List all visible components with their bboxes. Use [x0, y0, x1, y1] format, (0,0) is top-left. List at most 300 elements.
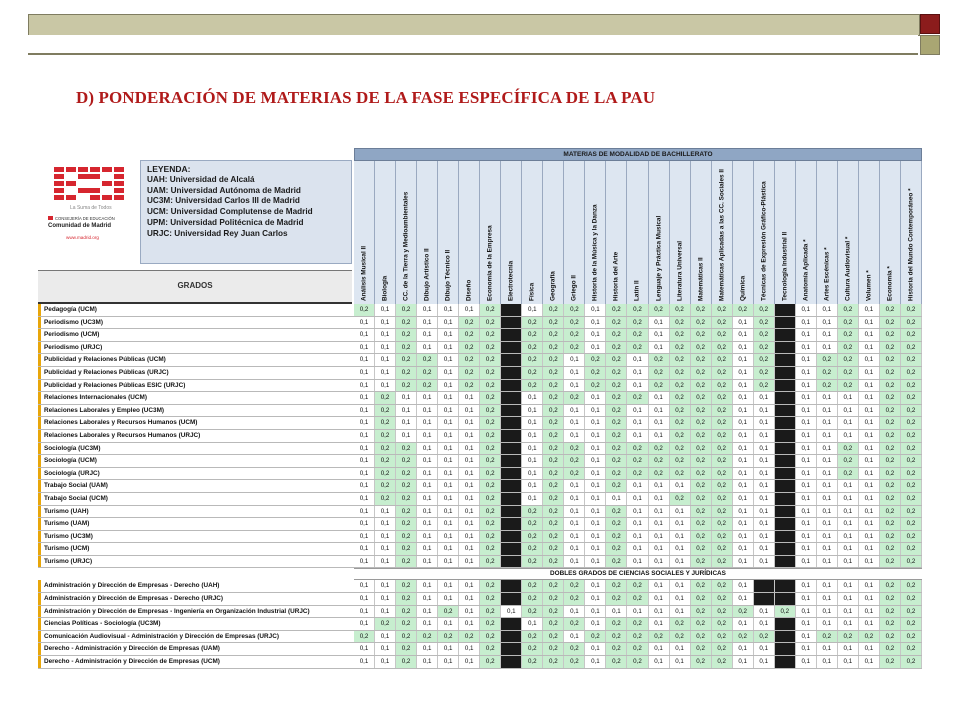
table-cell: 0,1: [522, 443, 543, 455]
table-cell: 0,1: [564, 556, 585, 568]
table-cell: 0,2: [712, 417, 733, 429]
column-header-label: Literatura Universal: [676, 240, 684, 301]
page-title: D) PONDERACIÓN DE MATERIAS DE LA FASE ESPECÍFICA DE LA PAU: [76, 88, 656, 107]
table-cell: [501, 643, 522, 655]
table-cell: 0,1: [459, 618, 480, 630]
table-cell: 0,1: [859, 643, 880, 655]
table-cell: 0,1: [838, 556, 859, 568]
table-row: [38, 392, 922, 405]
top-bar-olive-square: [920, 35, 940, 55]
table-cell: 0,1: [859, 518, 880, 530]
table-cell: 0,2: [522, 580, 543, 592]
table-cell: 0,2: [838, 342, 859, 354]
table-cell: 0,2: [459, 317, 480, 329]
table-cell: 0,2: [543, 417, 564, 429]
table-cell: 0,1: [459, 392, 480, 404]
table-cell: 0,2: [712, 543, 733, 555]
table-cell: 0,1: [796, 580, 817, 592]
column-header-label: Técnicas de Expresión Gráfico-Plástica: [760, 181, 768, 301]
table-cell: 0,2: [396, 556, 417, 568]
table-cell: 0,1: [670, 580, 691, 592]
table-cell: 0,2: [691, 593, 712, 605]
column-header-label: Latín II: [633, 280, 641, 301]
table-cell: 0,2: [543, 580, 564, 592]
table-cell: 0,2: [564, 342, 585, 354]
table-cell: 0,2: [712, 430, 733, 442]
table-cell: 0,2: [543, 618, 564, 630]
table-cell: 0,1: [796, 593, 817, 605]
table-cell: 0,2: [627, 443, 648, 455]
table-cell: 0,2: [712, 317, 733, 329]
table-cell: 0,1: [417, 430, 438, 442]
table-cell: [775, 468, 796, 480]
table-cell: 0,1: [796, 618, 817, 630]
table-cell: 0,2: [522, 342, 543, 354]
table-cell: 0,1: [649, 342, 670, 354]
table-cell: 0,2: [817, 367, 838, 379]
table-cell: 0,1: [796, 354, 817, 366]
table-cell: 0,1: [438, 518, 459, 530]
table-cell: 0,2: [480, 631, 501, 643]
table-cell: 0,1: [375, 317, 396, 329]
table-cell: 0,1: [417, 417, 438, 429]
table-cell: 0,2: [691, 480, 712, 492]
table-cell: 0,1: [796, 443, 817, 455]
table-cell: 0,2: [880, 317, 901, 329]
table-cell: 0,2: [838, 380, 859, 392]
table-cell: 0,1: [733, 480, 754, 492]
table-cell: [775, 618, 796, 630]
table-cell: 0,2: [417, 354, 438, 366]
column-header-label: Historia del Mundo Contemporáneo *: [907, 188, 915, 301]
row-label: Relaciones Laborales y Empleo (UC3M): [38, 405, 352, 417]
table-cell: 0,2: [712, 593, 733, 605]
table-cell: 0,2: [564, 468, 585, 480]
table-cell: 0,2: [901, 342, 922, 354]
table-cell: 0,1: [522, 392, 543, 404]
table-cell: 0,1: [838, 405, 859, 417]
table-cell: 0,2: [375, 417, 396, 429]
table-cell: 0,2: [480, 543, 501, 555]
legend-item: UAH: Universidad de Alcalá: [147, 174, 255, 184]
table-cell: 0,2: [691, 493, 712, 505]
table-cell: 0,1: [375, 342, 396, 354]
table-cell: 0,2: [880, 405, 901, 417]
table-cell: 0,2: [543, 329, 564, 341]
table-cell: 0,2: [670, 354, 691, 366]
table-cell: [501, 417, 522, 429]
table-cell: 0,1: [733, 443, 754, 455]
table-cell: 0,2: [880, 455, 901, 467]
table-cell: 0,1: [459, 443, 480, 455]
table-cell: 0,1: [417, 468, 438, 480]
column-header: [606, 161, 627, 304]
table-cell: 0,2: [754, 304, 775, 316]
table-cell: 0,1: [733, 556, 754, 568]
table-cell: [775, 405, 796, 417]
column-header-label: Electrotecnia: [507, 260, 515, 301]
column-header: [417, 161, 438, 304]
table-cell: 0,2: [691, 506, 712, 518]
table-cell: 0,2: [480, 354, 501, 366]
table-cell: 0,2: [480, 317, 501, 329]
table-cell: 0,2: [585, 354, 606, 366]
table-cell: 0,1: [564, 506, 585, 518]
table-cell: 0,2: [606, 531, 627, 543]
table-cell: 0,1: [522, 468, 543, 480]
table-cell: [501, 556, 522, 568]
table-cell: 0,1: [649, 580, 670, 592]
table-cell: 0,1: [817, 342, 838, 354]
column-header-label: Artes Escénicas *: [823, 247, 831, 301]
table-cell: 0,1: [417, 543, 438, 555]
table-cell: 0,1: [417, 443, 438, 455]
table-cell: 0,1: [733, 518, 754, 530]
table-cell: 0,1: [796, 543, 817, 555]
table-cell: 0,1: [838, 543, 859, 555]
table-cell: 0,1: [375, 643, 396, 655]
table-cell: 0,2: [691, 304, 712, 316]
table-cell: 0,1: [817, 580, 838, 592]
table-cell: 0,1: [375, 380, 396, 392]
table-cell: 0,2: [459, 354, 480, 366]
table-cell: 0,1: [817, 455, 838, 467]
table-cell: 0,1: [417, 405, 438, 417]
table-cell: 0,1: [459, 304, 480, 316]
table-cell: 0,2: [606, 618, 627, 630]
table-cell: 0,1: [859, 354, 880, 366]
table-cell: 0,1: [354, 342, 375, 354]
table-cell: 0,2: [670, 380, 691, 392]
legend-box: [140, 160, 352, 264]
table-cell: [501, 342, 522, 354]
table-cell: 0,1: [627, 556, 648, 568]
table-cell: 0,2: [754, 317, 775, 329]
column-header-label: Matemáticas Aplicadas a las CC. Sociales II: [718, 169, 726, 301]
table-cell: 0,2: [564, 329, 585, 341]
table-cell: 0,2: [396, 443, 417, 455]
table-cell: 0,2: [543, 317, 564, 329]
table-cell: [775, 417, 796, 429]
table-cell: 0,2: [691, 317, 712, 329]
table-cell: 0,2: [901, 531, 922, 543]
table-cell: 0,1: [859, 392, 880, 404]
table-cell: 0,1: [417, 455, 438, 467]
table-cell: 0,2: [606, 580, 627, 592]
table-cell: 0,2: [880, 417, 901, 429]
table-cell: 0,1: [438, 556, 459, 568]
table-cell: 0,2: [480, 518, 501, 530]
table-cell: 0,2: [712, 468, 733, 480]
table-cell: 0,2: [901, 480, 922, 492]
table-cell: 0,2: [901, 455, 922, 467]
table-cell: 0,1: [796, 329, 817, 341]
column-header-label: Tecnología Industrial II: [781, 231, 789, 301]
table-cell: 0,1: [354, 480, 375, 492]
table-cell: 0,2: [901, 329, 922, 341]
table-cell: 0,1: [859, 380, 880, 392]
table-cell: 0,1: [817, 417, 838, 429]
table-cell: [775, 304, 796, 316]
table-cell: 0,1: [585, 342, 606, 354]
table-cell: 0,1: [817, 518, 838, 530]
table-cell: [775, 329, 796, 341]
table-cell: 0,1: [627, 417, 648, 429]
table-cell: 0,2: [627, 455, 648, 467]
table-cell: 0,2: [396, 380, 417, 392]
table-cell: 0,2: [606, 556, 627, 568]
row-label: Derecho - Administración y Dirección de Empresas (UCM): [38, 656, 352, 668]
table-cell: 0,2: [627, 329, 648, 341]
table-cell: 0,2: [691, 518, 712, 530]
table-row: [38, 443, 922, 456]
table-cell: 0,2: [880, 580, 901, 592]
table-cell: 0,2: [712, 656, 733, 668]
table-cell: 0,2: [754, 380, 775, 392]
table-cell: 0,2: [480, 618, 501, 630]
table-cell: 0,2: [396, 455, 417, 467]
table-cell: 0,2: [627, 468, 648, 480]
table-cell: 0,1: [417, 618, 438, 630]
table-cell: 0,2: [880, 493, 901, 505]
table-cell: 0,1: [627, 543, 648, 555]
table-cell: 0,2: [606, 317, 627, 329]
table-cell: 0,1: [817, 443, 838, 455]
table-cell: 0,1: [585, 606, 606, 618]
table-cell: 0,2: [712, 354, 733, 366]
table-cell: 0,2: [522, 593, 543, 605]
table-cell: 0,2: [396, 593, 417, 605]
table-cell: 0,1: [754, 417, 775, 429]
table-row: [38, 380, 922, 393]
table-cell: 0,1: [796, 643, 817, 655]
table-cell: 0,2: [627, 317, 648, 329]
table-cell: [501, 380, 522, 392]
table-cell: 0,1: [438, 392, 459, 404]
table-cell: 0,2: [459, 329, 480, 341]
table-cell: 0,1: [354, 354, 375, 366]
table-cell: 0,2: [901, 405, 922, 417]
table-cell: [775, 580, 796, 592]
table-cell: [501, 480, 522, 492]
table-cell: [775, 480, 796, 492]
table-cell: 0,1: [649, 593, 670, 605]
row-label: Administración y Dirección de Empresas - Ingeniería en Organización Industrial (URJC): [38, 606, 352, 618]
table-cell: [501, 631, 522, 643]
row-label: Administración y Dirección de Empresas - Derecho (UAH): [38, 580, 352, 592]
row-label: Sociología (UC3M): [38, 443, 352, 455]
column-header-label: Historia de la Música y la Danza: [591, 204, 599, 301]
table-cell: 0,1: [627, 531, 648, 543]
table-cell: 0,1: [438, 506, 459, 518]
table-cell: [775, 493, 796, 505]
table-cell: 0,1: [838, 480, 859, 492]
table-cell: 0,2: [901, 580, 922, 592]
table-cell: 0,2: [522, 556, 543, 568]
table-cell: 0,2: [396, 606, 417, 618]
table-cell: 0,1: [859, 430, 880, 442]
table-cell: 0,1: [522, 304, 543, 316]
section-dobles-grados: DOBLES GRADOS DE CIENCIAS SOCIALES Y JURÍDICAS: [354, 568, 922, 580]
table-cell: [775, 443, 796, 455]
table-cell: 0,1: [796, 317, 817, 329]
table-cell: 0,1: [417, 304, 438, 316]
table-cell: 0,1: [796, 606, 817, 618]
table-cell: 0,1: [627, 506, 648, 518]
table-cell: 0,2: [564, 317, 585, 329]
column-header-label: Cultura Audiovisual *: [844, 236, 852, 301]
table-cell: [775, 518, 796, 530]
table-cell: 0,1: [859, 468, 880, 480]
table-cell: 0,1: [754, 430, 775, 442]
table-cell: 0,1: [396, 405, 417, 417]
table-cell: 0,2: [543, 531, 564, 543]
table-cell: 0,2: [480, 506, 501, 518]
table-cell: 0,1: [859, 543, 880, 555]
table-cell: 0,2: [480, 468, 501, 480]
table-cell: 0,1: [838, 493, 859, 505]
table-cell: 0,2: [670, 430, 691, 442]
table-cell: 0,2: [901, 317, 922, 329]
table-cell: 0,1: [754, 518, 775, 530]
table-cell: 0,2: [522, 354, 543, 366]
table-cell: 0,2: [712, 342, 733, 354]
column-header-label: Matemáticas II: [697, 257, 705, 301]
table-cell: 0,1: [733, 455, 754, 467]
table-cell: 0,2: [480, 643, 501, 655]
column-header-label: Economía de la Empresa: [486, 225, 494, 301]
table-cell: 0,1: [817, 317, 838, 329]
table-cell: 0,1: [670, 556, 691, 568]
table-cell: 0,2: [627, 631, 648, 643]
table-cell: 0,2: [712, 506, 733, 518]
table-cell: 0,1: [417, 329, 438, 341]
table-cell: 0,1: [649, 417, 670, 429]
column-header: [733, 161, 754, 304]
table-cell: [775, 367, 796, 379]
table-cell: 0,2: [564, 643, 585, 655]
table-cell: [501, 468, 522, 480]
table-cell: 0,1: [564, 367, 585, 379]
table-cell: 0,1: [796, 367, 817, 379]
table-cell: 0,2: [691, 580, 712, 592]
table-cell: 0,1: [649, 531, 670, 543]
table-cell: 0,2: [838, 329, 859, 341]
table-cell: 0,1: [859, 455, 880, 467]
column-header: [859, 161, 880, 304]
table-cell: 0,2: [438, 606, 459, 618]
table-cell: 0,2: [522, 606, 543, 618]
table-cell: 0,1: [417, 580, 438, 592]
table-cell: 0,2: [606, 405, 627, 417]
table-cell: 0,1: [817, 618, 838, 630]
row-label: Publicidad y Relaciones Públicas ESIC (URJC): [38, 380, 352, 392]
table-cell: 0,1: [522, 480, 543, 492]
table-cell: 0,1: [606, 606, 627, 618]
table-cell: 0,2: [712, 480, 733, 492]
table-cell: 0,1: [649, 606, 670, 618]
column-header-label: Biología: [381, 275, 389, 301]
table-cell: 0,2: [880, 543, 901, 555]
table-cell: 0,1: [838, 506, 859, 518]
table-cell: 0,1: [459, 606, 480, 618]
column-header: [670, 161, 691, 304]
table-cell: 0,2: [606, 443, 627, 455]
table-cell: 0,2: [375, 480, 396, 492]
table-cell: 0,2: [691, 468, 712, 480]
table-cell: [501, 354, 522, 366]
table-cell: 0,1: [733, 531, 754, 543]
table-cell: [501, 329, 522, 341]
table-cell: 0,1: [438, 380, 459, 392]
table-cell: 0,2: [396, 631, 417, 643]
table-cell: 0,1: [417, 392, 438, 404]
row-label: Turismo (URJC): [38, 556, 352, 568]
table-cell: 0,2: [733, 606, 754, 618]
table-cell: 0,2: [880, 606, 901, 618]
table-cell: 0,1: [859, 593, 880, 605]
table-cell: 0,2: [354, 304, 375, 316]
table-cell: 0,2: [670, 342, 691, 354]
table-cell: 0,1: [375, 593, 396, 605]
table-cell: 0,2: [564, 580, 585, 592]
table-cell: 0,2: [375, 405, 396, 417]
logo-tagline: La Suma de Todos: [70, 205, 112, 211]
column-header: [649, 161, 670, 304]
table-row: [38, 304, 922, 317]
table-cell: 0,1: [838, 531, 859, 543]
table-cell: 0,1: [438, 304, 459, 316]
table-cell: [501, 392, 522, 404]
column-header-label: Geografía: [549, 271, 557, 301]
table-cell: 0,2: [543, 342, 564, 354]
table-cell: 0,1: [354, 455, 375, 467]
table-cell: 0,2: [691, 342, 712, 354]
table-cell: 0,1: [438, 580, 459, 592]
table-cell: 0,2: [606, 631, 627, 643]
table-cell: 0,2: [522, 317, 543, 329]
table-cell: 0,1: [754, 543, 775, 555]
table-cell: 0,1: [796, 493, 817, 505]
table-cell: 0,2: [712, 405, 733, 417]
table-cell: 0,2: [880, 480, 901, 492]
row-label: Turismo (UCM): [38, 543, 352, 555]
table-cell: 0,2: [543, 518, 564, 530]
table-cell: 0,2: [543, 455, 564, 467]
table-cell: 0,2: [649, 354, 670, 366]
table-cell: 0,2: [543, 304, 564, 316]
table-cell: 0,2: [627, 580, 648, 592]
table-cell: 0,2: [670, 618, 691, 630]
table-cell: 0,2: [859, 631, 880, 643]
table-cell: 0,1: [585, 329, 606, 341]
table-cell: 0,2: [880, 556, 901, 568]
table-cell: 0,1: [649, 480, 670, 492]
table-cell: 0,1: [733, 506, 754, 518]
table-cell: 0,1: [754, 392, 775, 404]
table-cell: 0,1: [375, 354, 396, 366]
table-cell: 0,1: [438, 405, 459, 417]
table-cell: 0,2: [480, 656, 501, 668]
table-cell: 0,1: [375, 656, 396, 668]
table-cell: 0,2: [901, 631, 922, 643]
table-cell: 0,2: [691, 417, 712, 429]
table-cell: 0,2: [396, 493, 417, 505]
table-cell: 0,2: [880, 518, 901, 530]
table-cell: 0,2: [480, 342, 501, 354]
table-cell: [754, 593, 775, 605]
table-cell: 0,2: [649, 455, 670, 467]
